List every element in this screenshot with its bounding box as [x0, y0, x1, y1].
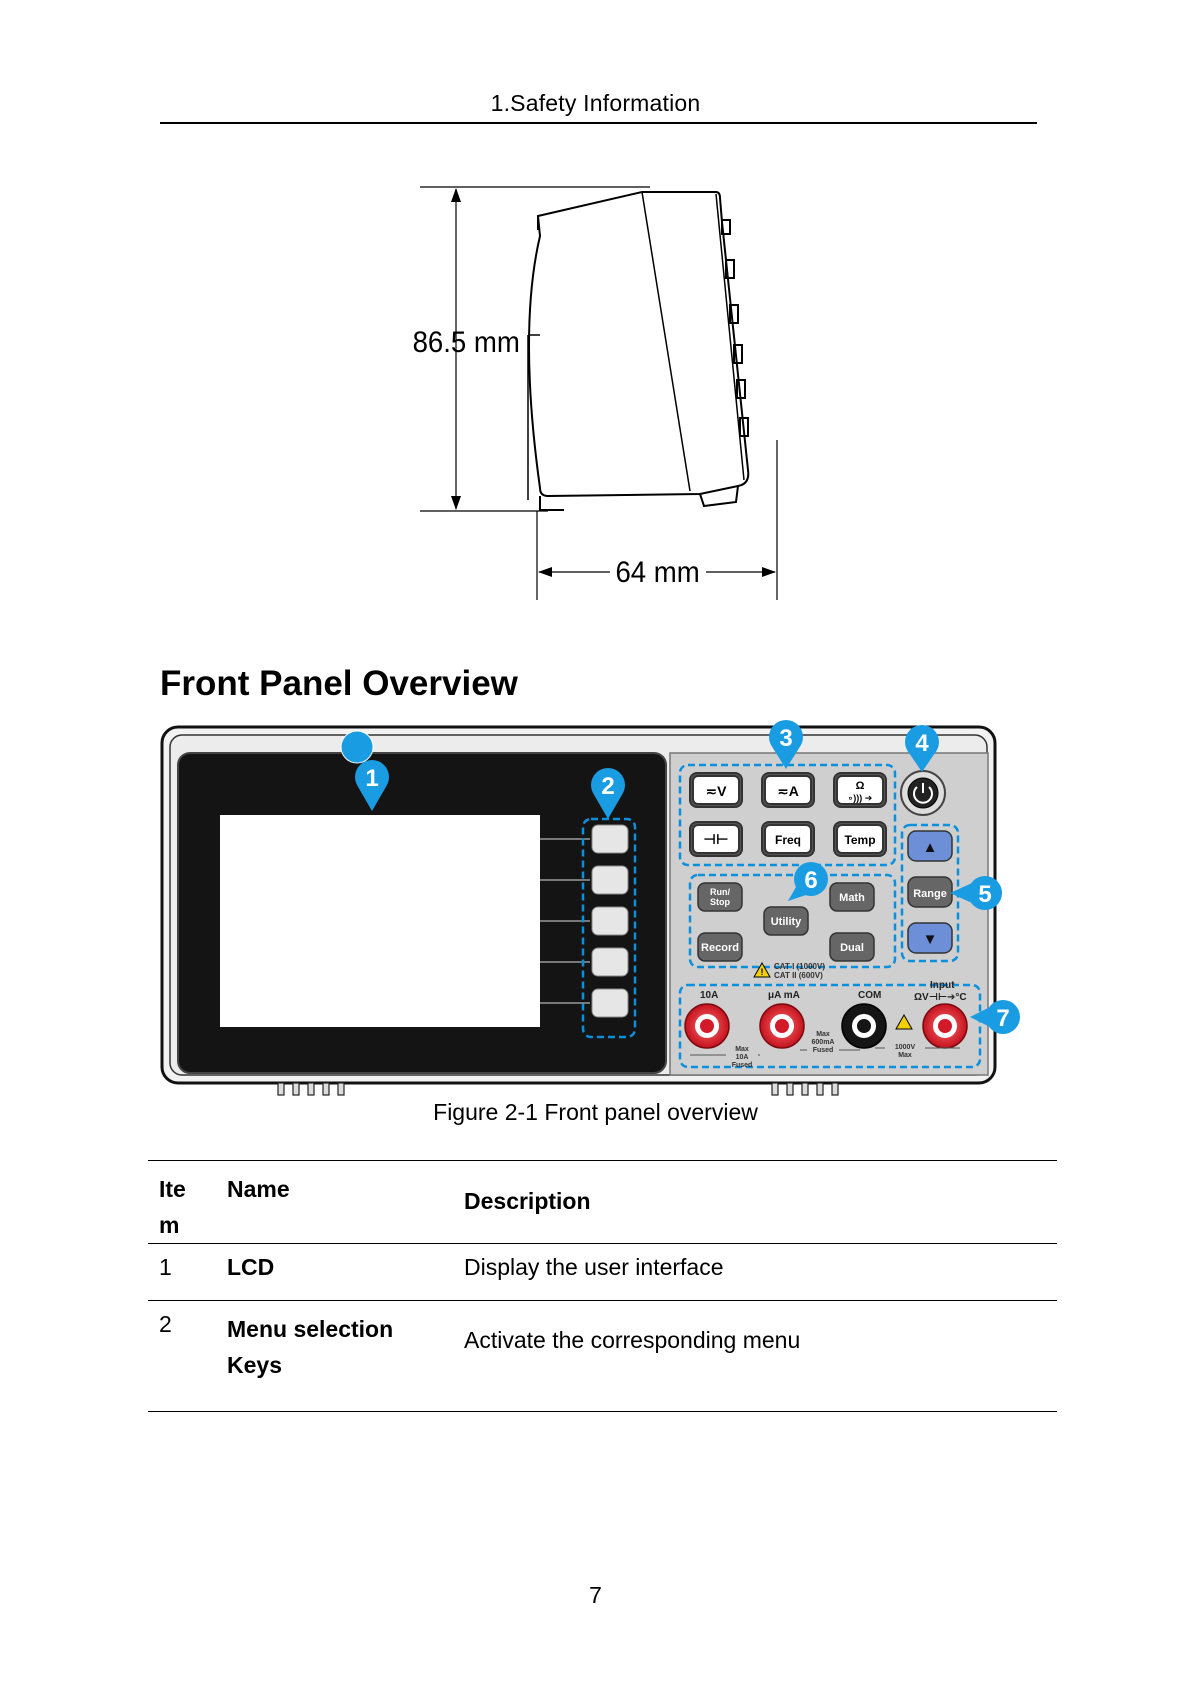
items-table: [148, 1160, 1057, 1412]
note-10a-3: Fused: [731, 1062, 753, 1069]
run-stop-key-line2: Stop: [710, 897, 730, 907]
range-down-key[interactable]: ▼: [922, 931, 938, 948]
terminal-label-ua-ma: μA mA: [768, 990, 800, 1001]
ohm-key[interactable]: Ω: [855, 780, 865, 792]
note-ma-1: Max: [816, 1031, 830, 1038]
row-item: 2: [159, 1311, 172, 1337]
cat-rating-line2: CAT II (600V): [774, 971, 823, 980]
terminal-label-input-symbols: ΩV⊣⊢➔°C: [914, 992, 967, 1003]
header-description: Description: [464, 1188, 591, 1214]
callout-3: 3: [779, 725, 793, 752]
volt-key[interactable]: ≂V: [705, 783, 727, 799]
note-ma-3: Fused: [812, 1047, 834, 1054]
amp-key[interactable]: ≂A: [777, 783, 799, 799]
note-v-2: Max: [898, 1052, 912, 1059]
row-name: Menu selection Keys: [227, 1316, 394, 1378]
running-header: 1.Safety Information: [490, 90, 701, 116]
terminal-label-10a: 10A: [700, 990, 719, 1001]
callout-1: 1: [365, 765, 379, 792]
menu-key-5[interactable]: [592, 989, 628, 1017]
callout-2: 2: [601, 773, 615, 800]
range-key[interactable]: Range: [913, 888, 947, 900]
callout-4: 4: [915, 730, 929, 757]
row-name: LCD: [227, 1254, 275, 1280]
callout-7: 7: [996, 1005, 1010, 1032]
row-description: Activate the corresponding menu: [464, 1327, 801, 1353]
note-ma-2: 600mA: [811, 1039, 835, 1046]
table-header-row: [148, 1161, 1057, 1244]
table-row: [148, 1244, 1057, 1301]
callout-6: 6: [804, 867, 818, 894]
math-key[interactable]: Math: [839, 892, 865, 904]
menu-key-3[interactable]: [592, 907, 628, 935]
section-heading: Front Panel Overview: [160, 664, 518, 703]
cat-rating-line1: CAT I (1000V): [774, 962, 825, 971]
row-item: 1: [159, 1254, 172, 1280]
row-description: Display the user interface: [464, 1254, 724, 1280]
record-key[interactable]: Record: [701, 942, 739, 954]
range-up-key[interactable]: ▲: [922, 839, 938, 856]
header-item: Ite m: [159, 1176, 186, 1238]
front-panel-diagram: [160, 725, 1010, 1105]
menu-key-2[interactable]: [592, 866, 628, 894]
note-10a-1: Max: [735, 1046, 749, 1053]
callout-5: 5: [978, 881, 992, 908]
note-10a-2: 10A: [735, 1054, 749, 1061]
temp-key[interactable]: Temp: [844, 833, 876, 847]
terminal-label-input: Input: [930, 980, 955, 991]
height-dimension-label: 86.5 mm: [412, 325, 520, 360]
terminal-label-com: COM: [858, 990, 882, 1001]
page-number: 7: [589, 1582, 602, 1608]
run-stop-key[interactable]: Run/: [710, 887, 730, 897]
table-row: [148, 1301, 1057, 1412]
menu-key-1[interactable]: [592, 825, 628, 853]
menu-key-4[interactable]: [592, 948, 628, 976]
note-v-1: 1000V: [894, 1044, 916, 1051]
freq-key[interactable]: Freq: [774, 833, 802, 847]
continuity-diode-key[interactable]: ∘))) ➔: [847, 793, 873, 803]
figure-caption: Figure 2-1 Front panel overview: [433, 1099, 758, 1125]
capacitance-key[interactable]: ⊣⊢: [703, 831, 729, 847]
depth-dimension-label: 64 mm: [615, 555, 700, 590]
dual-key[interactable]: Dual: [840, 942, 864, 954]
side-view-drawing: [400, 180, 800, 600]
lcd-screen: [220, 815, 540, 1027]
utility-key[interactable]: Utility: [770, 916, 802, 928]
header-name: Name: [227, 1176, 290, 1202]
header-rule: [160, 122, 1037, 124]
svg-text:!: !: [760, 967, 764, 977]
